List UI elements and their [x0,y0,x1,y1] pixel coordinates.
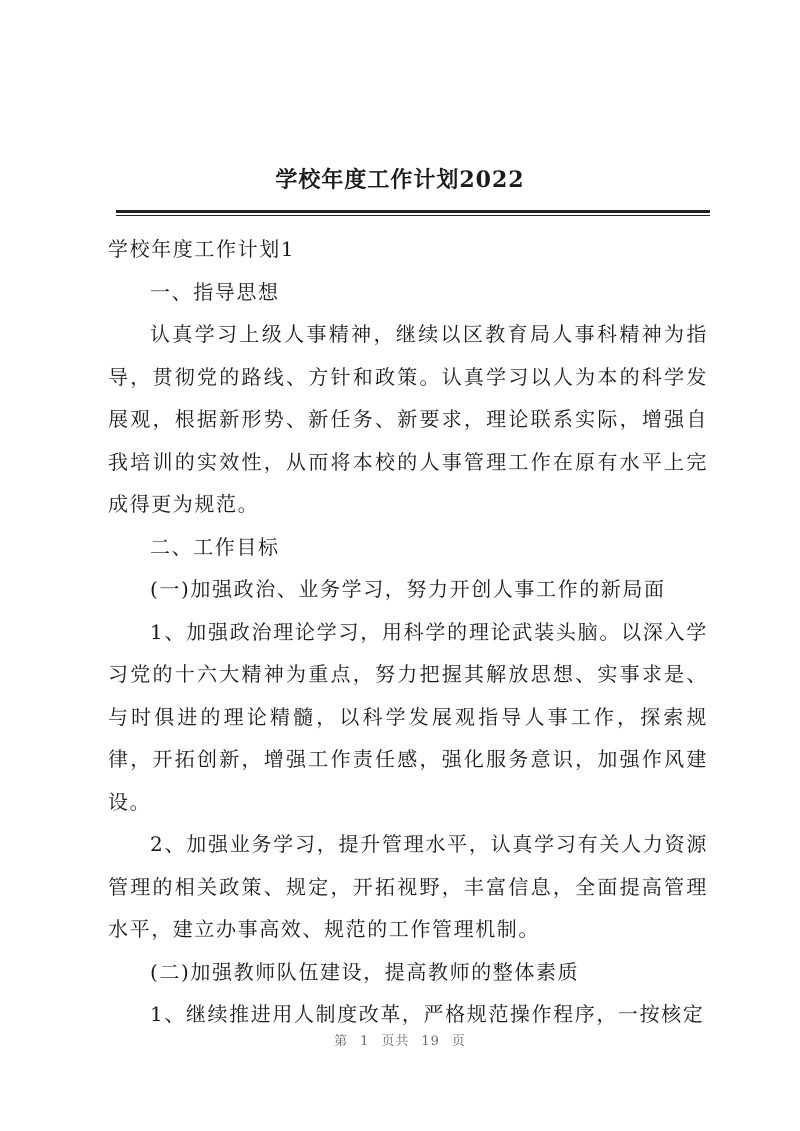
footer-mid: 页共 [381,1034,410,1049]
paragraph-item-business-study: 2、加强业务学习，提升管理水平，认真学习有关人力资源管理的相关政策、规定，开拓视野，丰富信息，全面提高管理水平，建立办事高效、规范的工作管理机制。 [108,832,708,941]
footer-current-page: 1 [360,1034,370,1049]
paragraph-item-reform: 1、继续推进用人制度改革，严格规范操作程序，一按核定 [150,1002,705,1026]
footer-prefix: 第 [334,1034,349,1049]
paragraph-subheading-teachers: (二)加强教师队伍建设，提高教师的整体素质 [150,959,580,984]
title-divider-thick [116,210,710,213]
footer-total-pages: 19 [421,1034,440,1049]
paragraph-guiding-thought-body: 认真学习上级人事精神，继续以区教育局人事科精神为指导，贯彻党的路线、方针和政策。认真学习以人为本的科学发展观，根据新形势、新任务、新要求，理论联系实际，增强自我培训的实效性，从而将本校的人事管理工作在原有水平上完成得更为规范。 [108,322,708,516]
paragraph-section-heading: 学校年度工作计划1 [108,237,296,261]
paragraph-heading-guiding-thought: 一、指导思想 [150,279,280,304]
paragraph-heading-work-goals: 二、工作目标 [150,534,280,559]
document-body [108,228,708,1036]
paragraph-subheading-study: (一)加强政治、业务学习，努力开创人事工作的新局面 [150,577,666,601]
paragraph-item-political-study: 1、加强政治理论学习，用科学的理论武装头脑。以深入学习党的十六大精神为重点，努力把握其解放思想、实事求是、与时俱进的理论精髓，以科学发展观指导人事工作，探索规律，开拓创新，增强工作责任感，强化服务意识，加强作风建设。 [108,619,708,814]
footer-suffix: 页 [451,1034,466,1049]
title-divider-thin [116,215,710,216]
document-title: 学校年度工作计划2022 [275,167,525,193]
page-footer [0,1030,800,1049]
